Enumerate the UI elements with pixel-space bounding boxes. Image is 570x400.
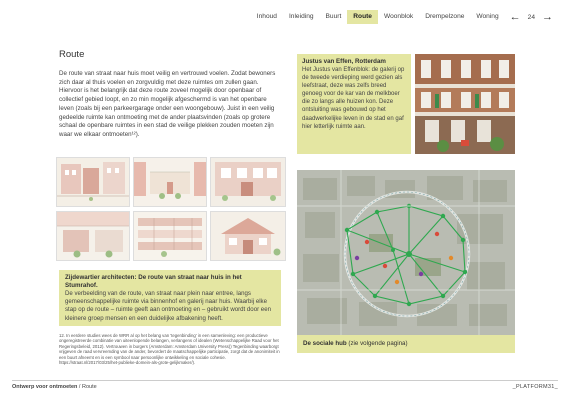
footer-divider [12,380,558,381]
caption-title: Zijdewartier architecten: De route van straat naar huis in het Stumrahof. [65,274,242,289]
nav-item-buurt[interactable]: Buurt [325,13,342,20]
nav-item-route[interactable]: Route [347,10,378,24]
nav-item-inhoud[interactable]: Inhoud [256,13,277,20]
page-title: Route [59,49,85,60]
arrow-left-icon[interactable]: ← [509,11,521,23]
footer-section[interactable]: Ontwerp voor ontmoeten [12,384,78,390]
brand-logo: _PLATFORM31_ [512,384,558,390]
sketch-gallery [133,211,207,261]
map-caption-bold: De sociale hub [303,340,347,347]
page-number: 24 [527,13,535,21]
map-caption-rest: (zie volgende pagina) [346,340,408,347]
justus-van-effen-photo [415,54,515,154]
route-sketch-grid [56,157,284,259]
justus-van-effen-box [297,54,411,154]
nav-item-inleiding[interactable]: Inleiding [288,13,314,20]
sketch-caption [59,270,281,326]
footnote: 12. In eerdere studies wees de WRR al op het belang van 'tegenbinding' in een samenleving: een productieve ongeregistreerde combinatie van uiteenlopende belangen, verlangens of idealen (Wetenschappelijke Raad voor het Regeringsbeleid, 2012). Vertrouwen in burgers (Amsterdam: Amsterdam University Press)) Tegenbinding waarborgt vrijgeven de raad vervreemding van de ander, bevordert de maatschappelijke participatie, zorgt dat de anonimiteit in een buurt afneemt en is een symbool naar persoonlijke ontwikkeling en sociale cohesie. https://straat.nl/2017/03/25/het-publieke-domein-als-grote-gelijkmaker/). [59,333,280,366]
quote-title: Justus van Effen, Rotterdam [302,58,386,65]
sketch-home [210,211,286,261]
map-caption [297,335,515,353]
footer-breadcrumb [12,384,97,390]
arrow-right-icon[interactable]: → [542,11,553,23]
sketch-square [133,157,207,207]
nav-item-drempelzone[interactable]: Drempelzone [425,13,465,20]
intro-paragraph: De route van straat naar huis moet veilig en vertrouwd voelen. Zodat bewoners zich daar al thuis voelen en zorgvuldig met deze ruimtes om zullen gaan. Hiervoor is het belangrijk dat deze route zoveel mogelijk door openbaar of collectief gebied loopt, en zo min mogelijk afgeschermd is van het openbare leven (zoals bij een parkeergarage onder een woongebouw). Juist in een veilig gedeelde ruimte kan ontmoeting met de ander plaatsvinden (zoals op grotere schaal de openbare ruimtes in een stad de veilige plekken zouden moeten zijn waar we elkaar ontmoeten¹²). [59,70,276,138]
sketch-street [56,157,130,207]
sketch-entrance [210,157,286,207]
top-navigation [251,9,558,25]
footer-page: / Route [77,384,97,390]
quote-body: Het Justus van Effenblok: de galerij op de tweede verdieping werd gezien als leefstraat, deze was zelfs breed genoeg voor de kar van de melkboer die zo langs alle huizen kon. Deze ontsluiting was gebouwd op het daadwerkelijke leven in de stad en gaf hier letterlijk ruimte aan. [302,67,405,130]
neighbourhood-map [297,170,515,335]
caption-body: De verbeelding van de route, van straat naar plein naar entree, langs gemeenschappelijke ruimte via binnenhof en galerij naar huis. Waarbij elke stap op de route – ruimte geeft aan ontmoeting en – gebruikt wordt door een kleinere groep mensen en een duidelijke afbakening heeft. [65,290,271,322]
nav-item-woonblok[interactable]: Woonblok [383,13,414,20]
nav-item-woning[interactable]: Woning [476,13,499,20]
sketch-courtyard [56,211,130,261]
